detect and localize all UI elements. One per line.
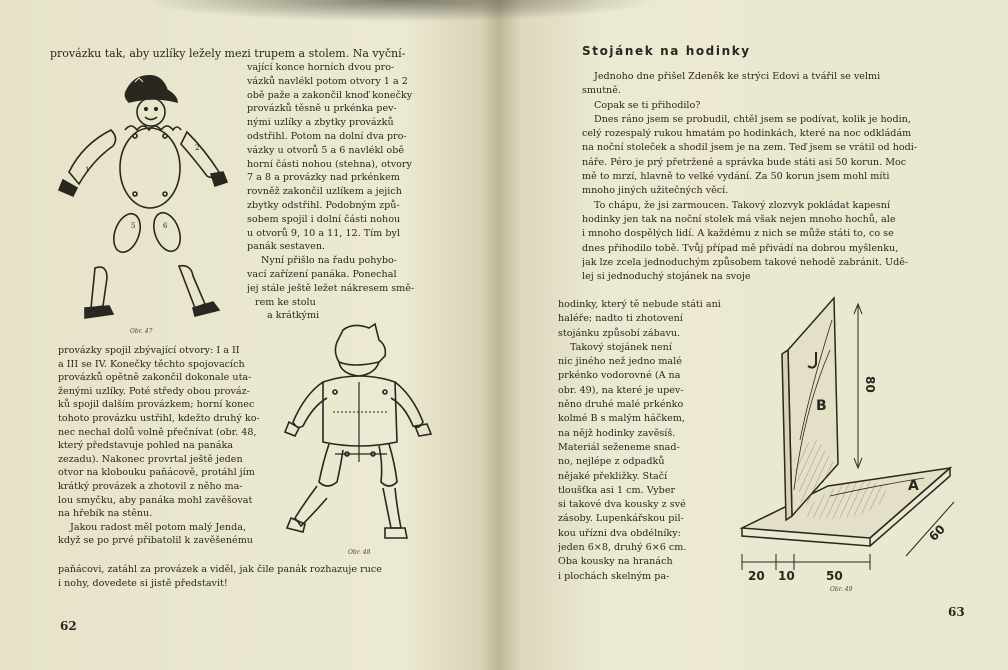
text-line: a III se IV. Konečky těchto spojovacích xyxy=(58,358,245,370)
text-line: haléře; nadto ti zhotovení xyxy=(558,313,683,325)
left-side-text xyxy=(247,61,427,323)
figure-49-caption: Obr. 49 xyxy=(830,586,853,593)
text-line: zásoby. Lupenkářskou pil- xyxy=(558,513,684,525)
text-line: celý rozespalý rukou hmatám po hodinkách, které na noc odkládám xyxy=(582,128,912,140)
text-line: Jednoho dne přišel Zdeněk ke strýci Edovi a tvářil se velmi xyxy=(594,71,881,82)
text-line: hodinky, který tě nebude státi ani xyxy=(558,299,721,310)
text-line: rovněž zakončil uzlíkem a jejich xyxy=(247,186,402,198)
text-line: ků spojil dalším provázkem; horní konec xyxy=(58,399,255,411)
svg-text:2: 2 xyxy=(195,144,200,152)
text-line: mnoho jiných užitečných věcí. xyxy=(582,185,729,197)
dim-left: 20 xyxy=(748,569,765,583)
figure-47-caption: Obr. 47 xyxy=(130,328,153,335)
left-page xyxy=(0,0,500,670)
text-line: lej si jednoduchý stojánek na svoje xyxy=(582,271,751,283)
text-line: smutně. xyxy=(582,85,621,97)
text-line: krátký provázek a zhotovil z něho ma- xyxy=(58,480,243,492)
text-line: zezadu). Nakonec provrtal ještě jeden xyxy=(58,453,243,465)
text-line: horní části nohou (stehna), otvory xyxy=(247,158,412,170)
text-line: vací zařízení panáka. Ponechal xyxy=(247,268,397,280)
text-line: vázků navlékl potom otvory 1 a 2 xyxy=(247,75,408,87)
text-line: provázků těsně u prkénka pev- xyxy=(247,103,397,115)
page-number-right: 63 xyxy=(948,605,965,619)
text-line: Copak se ti přihodilo? xyxy=(594,99,701,111)
text-line: nec nechal dolů volně přečnívat (obr. 48, xyxy=(58,426,257,438)
text-line: zbytky odstřihl. Podobným způ- xyxy=(247,199,400,211)
text-line: otvor na klobouku paňácově, protáhl jím xyxy=(58,467,255,479)
svg-text:6: 6 xyxy=(163,222,168,230)
text-line: i plochách skelným pa- xyxy=(558,570,670,582)
text-line: rem ke stolu xyxy=(255,296,316,308)
text-line: na hřebík na stěnu. xyxy=(58,508,153,520)
text-line: kou uřízni dva obdélníky: xyxy=(558,527,681,539)
figure-48-puppet-back xyxy=(283,322,433,550)
text-line: provázku tak, aby uzlíky ležely mezi trupem a stolem. Na vyční- xyxy=(50,47,406,60)
label-b: B xyxy=(816,398,827,414)
text-line: nějaké překližky. Stačí xyxy=(558,470,668,482)
text-line: odstřihl. Potom na dolní dva pro- xyxy=(247,130,407,142)
text-line: 7 a 8 a provázky nad prkénkem xyxy=(247,172,400,184)
chapter-heading: Stojánek na hodinky xyxy=(582,44,751,58)
text-line: Oba kousky na hranách xyxy=(558,556,673,568)
text-line: panák sestaven. xyxy=(247,241,326,253)
text-line: jej stále ještě ležet nákresem smě- xyxy=(247,282,415,294)
text-line: provázků opětně zakončil dokonale uta- xyxy=(58,372,252,384)
text-line: jeden 6×8, druhý 6×6 cm. xyxy=(558,542,687,554)
text-line: Nyní přišlo na řadu pohybo- xyxy=(261,255,398,267)
text-line: provázky spojil zbývající otvory: I a II xyxy=(58,345,240,356)
left-top-text xyxy=(50,47,426,61)
figure-49-watch-stand xyxy=(734,290,974,600)
text-line: vající konce horních dvou pro- xyxy=(247,62,395,73)
page-number-left: 62 xyxy=(60,619,77,633)
text-line: obě paže a zakončil knoď konečky xyxy=(247,89,413,101)
text-line: obr. 49), na které je upev- xyxy=(558,384,684,396)
left-bottom-text xyxy=(58,344,288,548)
text-line: dnes přihodilo tobě. Tvůj případ mě přivádí na dobrou myšlenku, xyxy=(582,242,899,254)
text-line: si takové dva kousky z své xyxy=(558,499,686,511)
right-page xyxy=(500,0,1008,670)
text-line: Dnes ráno jsem se probudil, chtěl jsem se podívat, kolik je hodin, xyxy=(594,113,911,125)
text-line: na nějž hodinky zavěsíš. xyxy=(558,427,676,439)
svg-text:5: 5 xyxy=(131,222,136,230)
text-line: i nohy, dovedete si jistě představit! xyxy=(58,577,228,589)
text-line: tloušťka asi 1 cm. Vyber xyxy=(558,484,676,496)
text-line: a krátkými xyxy=(267,310,320,322)
text-line: náře. Péro je prý přetržené a správka bude státi asi 50 korun. Moc xyxy=(582,156,907,168)
text-line: na noční stoleček a shodil jsem je na zem. Teď jsem se vrátil od hodi- xyxy=(582,142,918,154)
right-main-text xyxy=(582,70,956,284)
text-line: i mnoho dospělých lidí. A každému z nich se může státi to, co se xyxy=(582,228,894,240)
text-line: u otvorů 9, 10 a 11, 12. Tím byl xyxy=(247,227,400,239)
label-a: A xyxy=(908,478,919,494)
text-line: Takový stojánek není xyxy=(570,341,672,353)
text-line: vázky u otvorů 5 a 6 navlékl obě xyxy=(247,144,405,156)
text-line: tohoto provázku ustřihl, kdežto druhý ko- xyxy=(58,412,260,424)
text-line: prkénko vodorovné (A na xyxy=(558,370,681,382)
text-line: kolmé B s malým háčkem, xyxy=(558,413,685,425)
text-line: jak lze zcela jednoduchým způsobem takové nehodě zabránit. Udě- xyxy=(582,256,909,268)
text-line: Materiál seženeme snad- xyxy=(558,441,680,453)
top-shadow xyxy=(140,0,660,22)
text-line: stojánku způsobí zábavu. xyxy=(558,327,681,339)
text-line: nic jiného než jedno malé xyxy=(558,356,682,368)
text-line: ženými uzlíky. Poté středy obou prováz- xyxy=(58,385,250,397)
text-line: který představuje pohled na panáka xyxy=(58,440,234,452)
dim-right: 50 xyxy=(826,569,843,583)
text-line: sobem spojil i dolní části nohou xyxy=(247,213,401,225)
text-line: nými uzlíky a zbytky provázků xyxy=(247,117,394,129)
text-line: lou smyčku, aby panáka mohl zavěšovat xyxy=(58,494,253,506)
text-line: Jakou radost měl potom malý Jenda, xyxy=(70,521,246,533)
text-line: no, nejlépe z odpadků xyxy=(558,456,665,468)
text-line: něno druhé malé prkénko xyxy=(558,399,684,411)
figure-47-puppet-parts xyxy=(55,68,235,328)
svg-text:1: 1 xyxy=(85,166,90,174)
dim-depth: 60 xyxy=(926,522,948,544)
text-line: paňácovi, zatáhl za provázek a viděl, jak čile panák rozhazuje ruce xyxy=(58,564,382,575)
text-line: hodinky jen tak na noční stolek má však nejen mnoho hochů, ale xyxy=(582,213,896,225)
text-line: když se po prvé přibatolil k zavěšenému xyxy=(58,535,253,547)
left-final-text xyxy=(58,563,438,590)
dim-height: 80 xyxy=(863,376,877,393)
dim-mid: 10 xyxy=(778,569,795,583)
text-line: To chápu, že jsi zarmoucen. Takový zlozvyk pokládat kapesní xyxy=(594,199,891,211)
figure-48-caption: Obr. 48 xyxy=(348,549,371,556)
text-line: mě to mrzí, hlavně to velké vydání. Za 50 korun jsem mohl míti xyxy=(582,171,890,183)
